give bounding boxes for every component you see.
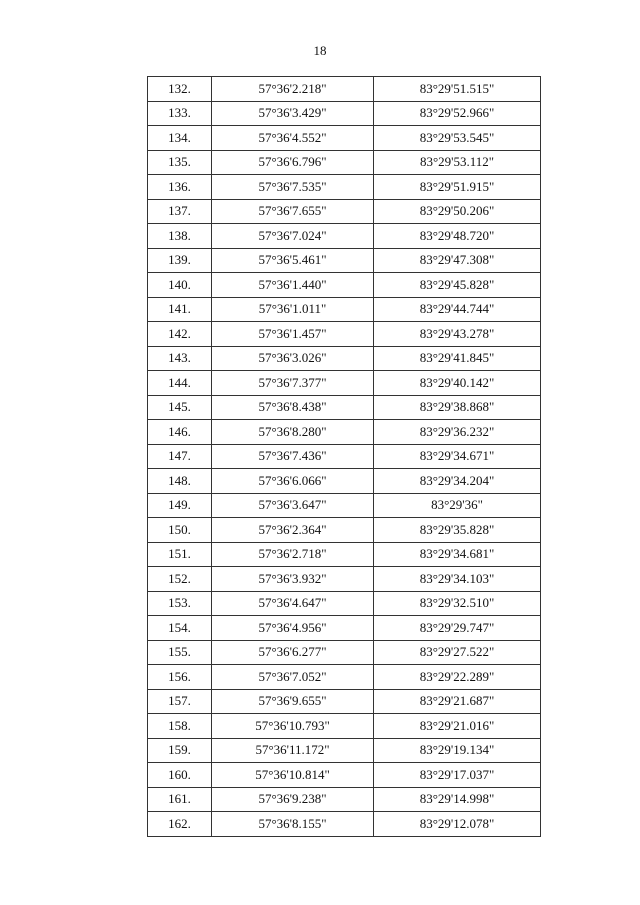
longitude-cell: 83°29'34.681": [374, 542, 541, 567]
table-row: [148, 248, 541, 273]
latitude-cell: 57°36'2.364": [212, 518, 374, 543]
table-row: [148, 150, 541, 175]
longitude-cell: 83°29'51.515": [374, 77, 541, 102]
latitude-cell: 57°36'7.024": [212, 224, 374, 249]
table-row: [148, 787, 541, 812]
longitude-cell: 83°29'47.308": [374, 248, 541, 273]
latitude-cell: 57°36'4.647": [212, 591, 374, 616]
longitude-cell: 83°29'22.289": [374, 665, 541, 690]
longitude-cell: 83°29'51.915": [374, 175, 541, 200]
latitude-cell: 57°36'5.461": [212, 248, 374, 273]
latitude-cell: 57°36'10.793": [212, 714, 374, 739]
longitude-cell: 83°29'38.868": [374, 395, 541, 420]
latitude-cell: 57°36'9.238": [212, 787, 374, 812]
latitude-cell: 57°36'11.172": [212, 738, 374, 763]
longitude-cell: 83°29'32.510": [374, 591, 541, 616]
point-number-cell: 157.: [148, 689, 212, 714]
table-row: [148, 297, 541, 322]
point-number-cell: 148.: [148, 469, 212, 494]
point-number-cell: 149.: [148, 493, 212, 518]
latitude-cell: 57°36'7.535": [212, 175, 374, 200]
table-row: [148, 714, 541, 739]
latitude-cell: 57°36'4.552": [212, 126, 374, 151]
latitude-cell: 57°36'8.280": [212, 420, 374, 445]
longitude-cell: 83°29'40.142": [374, 371, 541, 396]
point-number-cell: 133.: [148, 101, 212, 126]
longitude-cell: 83°29'48.720": [374, 224, 541, 249]
longitude-cell: 83°29'19.134": [374, 738, 541, 763]
latitude-cell: 57°36'6.796": [212, 150, 374, 175]
point-number-cell: 162.: [148, 812, 212, 837]
point-number-cell: 144.: [148, 371, 212, 396]
longitude-cell: 83°29'34.103": [374, 567, 541, 592]
latitude-cell: 57°36'6.066": [212, 469, 374, 494]
point-number-cell: 139.: [148, 248, 212, 273]
latitude-cell: 57°36'3.026": [212, 346, 374, 371]
latitude-cell: 57°36'4.956": [212, 616, 374, 641]
table-row: [148, 101, 541, 126]
point-number-cell: 155.: [148, 640, 212, 665]
point-number-cell: 142.: [148, 322, 212, 347]
coordinates-table-body: [148, 77, 541, 837]
table-row: [148, 346, 541, 371]
table-row: [148, 199, 541, 224]
latitude-cell: 57°36'7.377": [212, 371, 374, 396]
table-row: [148, 665, 541, 690]
table-row: [148, 591, 541, 616]
point-number-cell: 138.: [148, 224, 212, 249]
point-number-cell: 143.: [148, 346, 212, 371]
table-row: [148, 763, 541, 788]
table-row: [148, 420, 541, 445]
longitude-cell: 83°29'35.828": [374, 518, 541, 543]
latitude-cell: 57°36'7.052": [212, 665, 374, 690]
longitude-cell: 83°29'53.112": [374, 150, 541, 175]
longitude-cell: 83°29'36.232": [374, 420, 541, 445]
table-row: [148, 518, 541, 543]
longitude-cell: 83°29'21.016": [374, 714, 541, 739]
point-number-cell: 146.: [148, 420, 212, 445]
latitude-cell: 57°36'1.011": [212, 297, 374, 322]
longitude-cell: 83°29'41.845": [374, 346, 541, 371]
longitude-cell: 83°29'12.078": [374, 812, 541, 837]
point-number-cell: 160.: [148, 763, 212, 788]
longitude-cell: 83°29'21.687": [374, 689, 541, 714]
point-number-cell: 156.: [148, 665, 212, 690]
longitude-cell: 83°29'36": [374, 493, 541, 518]
table-row: [148, 77, 541, 102]
table-row: [148, 542, 541, 567]
point-number-cell: 137.: [148, 199, 212, 224]
longitude-cell: 83°29'52.966": [374, 101, 541, 126]
point-number-cell: 135.: [148, 150, 212, 175]
table-row: [148, 322, 541, 347]
table-row: [148, 175, 541, 200]
latitude-cell: 57°36'6.277": [212, 640, 374, 665]
latitude-cell: 57°36'1.457": [212, 322, 374, 347]
coordinates-table: [147, 76, 541, 837]
table-row: [148, 493, 541, 518]
table-row: [148, 371, 541, 396]
longitude-cell: 83°29'44.744": [374, 297, 541, 322]
latitude-cell: 57°36'2.218": [212, 77, 374, 102]
point-number-cell: 154.: [148, 616, 212, 641]
table-row: [148, 126, 541, 151]
table-row: [148, 224, 541, 249]
latitude-cell: 57°36'10.814": [212, 763, 374, 788]
longitude-cell: 83°29'27.522": [374, 640, 541, 665]
table-row: [148, 567, 541, 592]
latitude-cell: 57°36'8.155": [212, 812, 374, 837]
longitude-cell: 83°29'45.828": [374, 273, 541, 298]
longitude-cell: 83°29'14.998": [374, 787, 541, 812]
table-row: [148, 616, 541, 641]
latitude-cell: 57°36'9.655": [212, 689, 374, 714]
point-number-cell: 153.: [148, 591, 212, 616]
point-number-cell: 150.: [148, 518, 212, 543]
table-row: [148, 469, 541, 494]
point-number-cell: 159.: [148, 738, 212, 763]
longitude-cell: 83°29'50.206": [374, 199, 541, 224]
point-number-cell: 152.: [148, 567, 212, 592]
point-number-cell: 134.: [148, 126, 212, 151]
latitude-cell: 57°36'2.718": [212, 542, 374, 567]
table-row: [148, 273, 541, 298]
point-number-cell: 151.: [148, 542, 212, 567]
longitude-cell: 83°29'53.545": [374, 126, 541, 151]
latitude-cell: 57°36'3.647": [212, 493, 374, 518]
point-number-cell: 132.: [148, 77, 212, 102]
point-number-cell: 141.: [148, 297, 212, 322]
longitude-cell: 83°29'34.671": [374, 444, 541, 469]
latitude-cell: 57°36'3.429": [212, 101, 374, 126]
point-number-cell: 136.: [148, 175, 212, 200]
latitude-cell: 57°36'7.655": [212, 199, 374, 224]
point-number-cell: 158.: [148, 714, 212, 739]
table-row: [148, 444, 541, 469]
point-number-cell: 145.: [148, 395, 212, 420]
table-row: [148, 812, 541, 837]
point-number-cell: 140.: [148, 273, 212, 298]
page-number: 18: [313, 43, 327, 58]
longitude-cell: 83°29'34.204": [374, 469, 541, 494]
table-row: [148, 640, 541, 665]
point-number-cell: 147.: [148, 444, 212, 469]
latitude-cell: 57°36'7.436": [212, 444, 374, 469]
longitude-cell: 83°29'29.747": [374, 616, 541, 641]
latitude-cell: 57°36'1.440": [212, 273, 374, 298]
longitude-cell: 83°29'43.278": [374, 322, 541, 347]
longitude-cell: 83°29'17.037": [374, 763, 541, 788]
point-number-cell: 161.: [148, 787, 212, 812]
table-row: [148, 395, 541, 420]
table-row: [148, 689, 541, 714]
latitude-cell: 57°36'3.932": [212, 567, 374, 592]
table-row: [148, 738, 541, 763]
latitude-cell: 57°36'8.438": [212, 395, 374, 420]
